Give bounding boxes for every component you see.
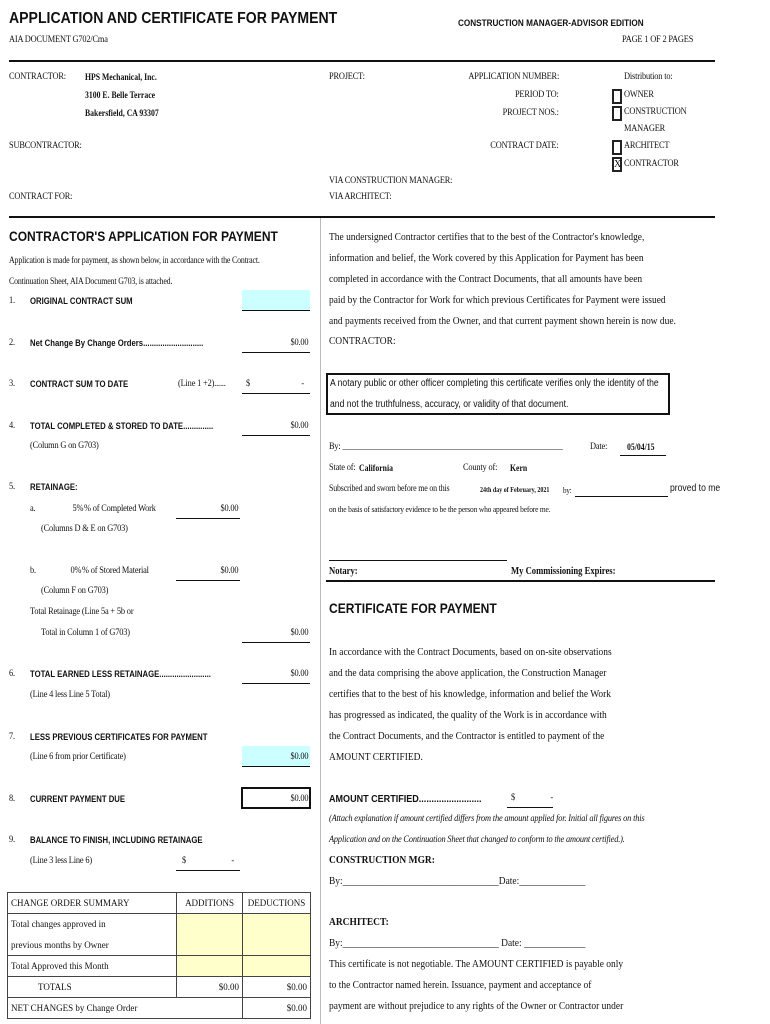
amount-certified-dollar: $ — [511, 793, 516, 803]
total-earned-value: $0.00 — [290, 669, 308, 679]
line-5-number: 5. — [9, 482, 15, 492]
application-number-label: APPLICATION NUMBER: — [468, 72, 559, 82]
co-totals-deductions: $0.00 — [243, 977, 311, 998]
line-8-number: 8. — [9, 794, 15, 804]
sworn-by-underline — [575, 496, 668, 497]
total-retainage-underline — [242, 642, 310, 643]
contractor-signature-label: CONTRACTOR: — [329, 335, 396, 347]
not-negotiable-line-1: This certificate is not negotiable. The AMOUNT CERTIFIED is payable only — [329, 958, 624, 970]
total-retainage-label-1: Total Retainage (Line 5a + 5b or — [30, 607, 134, 617]
not-negotiable-line-2: to the Contractor named herein. Issuance, payment and acceptance of — [329, 979, 592, 991]
county-value: Kern — [510, 463, 528, 473]
owner-checkbox[interactable] — [612, 89, 622, 104]
line-1-number: 1. — [9, 296, 15, 306]
previous-certificates-label: LESS PREVIOUS CERTIFICATES FOR PAYMENT — [30, 732, 208, 742]
retainage-completed-pct: 5% — [72, 504, 83, 514]
co-net-label: NET CHANGES by Change Order — [8, 998, 243, 1019]
cm-checkbox[interactable] — [612, 106, 622, 121]
architect-option: ARCHITECT — [624, 141, 670, 151]
table-row — [8, 893, 311, 914]
architect-by-line[interactable]: By:_________________________________ Date: _____________ — [329, 937, 586, 949]
co-prev-label-2: previous months by Owner — [8, 935, 177, 956]
co-net-value: $0.00 — [243, 998, 311, 1019]
not-negotiable-line-3: payment are without prejudice to any rights of the Owner or Contractor under — [329, 1000, 624, 1012]
certificate-rule — [326, 580, 715, 582]
contract-for-label: CONTRACT FOR: — [9, 192, 73, 202]
notary-notice-line-2: and not the truthfulness, accuracy, or validity of that document. — [330, 399, 569, 410]
balance-dollar: $ — [182, 856, 187, 866]
current-payment-value: $0.00 — [290, 794, 308, 804]
contractor-option: CONTRACTOR — [624, 159, 679, 169]
contractor-name: HPS Mechanical, Inc. — [85, 72, 157, 82]
balance-value: - — [231, 856, 234, 866]
previous-certificates-note: (Line 6 from prior Certificate) — [30, 752, 126, 762]
amount-certified-label: AMOUNT CERTIFIED......................... — [329, 793, 482, 805]
line-5a-underline — [176, 518, 240, 519]
retainage-completed-note: (Columns D & E on G703) — [41, 524, 128, 534]
co-totals-label: TOTALS — [8, 977, 177, 998]
certification-line-1: The undersigned Contractor certifies that to the best of the Contractor's knowledge, — [329, 231, 645, 243]
original-contract-sum-label: ORIGINAL CONTRACT SUM — [30, 296, 133, 306]
retainage-completed-value: $0.00 — [220, 504, 238, 514]
balance-to-finish-note: (Line 3 less Line 6) — [30, 856, 92, 866]
line-5a-letter: a. — [30, 504, 36, 514]
balance-to-finish-label: BALANCE TO FINISH, INCLUDING RETAINAGE — [30, 835, 203, 845]
line-3-number: 3. — [9, 379, 15, 389]
form-title: APPLICATION AND CERTIFICATE FOR PAYMENT — [9, 10, 338, 27]
subcontractor-label: SUBCONTRACTOR: — [9, 141, 82, 151]
line-9-underline — [176, 870, 240, 871]
attach-explanation-1: (Attach explanation if amount certified differs from the amount applied for. Initial all figures on this — [329, 814, 645, 824]
line-2-underline — [242, 352, 310, 353]
certificate-line-3: certifies that to the best of his knowledge, information and belief the Work — [329, 688, 611, 700]
distribution-label: Distribution to: — [624, 72, 673, 82]
commission-expires-label: My Commissioning Expires: — [511, 566, 616, 577]
project-nos-label: PROJECT NOS.: — [502, 108, 559, 118]
co-additions-header: ADDITIONS — [177, 893, 243, 914]
line-5b-underline — [176, 580, 240, 581]
column-divider — [320, 218, 321, 1024]
co-month-deductions[interactable] — [243, 956, 311, 977]
total-completed-label: TOTAL COMPLETED & STORED TO DATE.............. — [30, 421, 214, 431]
construction-manager-label: CONSTRUCTION MGR: — [329, 854, 435, 866]
application-heading: CONTRACTOR'S APPLICATION FOR PAYMENT — [9, 228, 278, 244]
change-order-table — [7, 892, 311, 1019]
application-intro-1: Application is made for payment, as shown below, in accordance with the Contract. — [9, 255, 260, 265]
notary-signature-line — [329, 560, 507, 561]
amount-certified-value: - — [550, 793, 553, 803]
project-label: PROJECT: — [329, 72, 365, 82]
total-earned-note: (Line 4 less Line 5 Total) — [30, 690, 110, 700]
owner-option: OWNER — [624, 90, 654, 100]
line-7-number: 7. — [9, 732, 15, 742]
table-row — [8, 956, 311, 977]
current-payment-label: CURRENT PAYMENT DUE — [30, 794, 126, 804]
via-cm-label: VIA CONSTRUCTION MANAGER: — [329, 176, 453, 186]
cm-option-line2: MANAGER — [624, 124, 666, 134]
co-month-label: Total Approved this Month — [8, 956, 177, 977]
contract-sum-value: - — [301, 379, 304, 389]
notary-notice-line-1: A notary public or other officer completing this certificate verifies only the identity of the — [330, 378, 659, 389]
construction-manager-by-line[interactable]: By:_________________________________Date:______________ — [329, 875, 586, 887]
header-rule — [9, 60, 715, 62]
contract-sum-note: (Line 1 +2)...... — [178, 379, 226, 389]
contract-sum-dollar: $ — [246, 379, 251, 389]
previous-certificates-value: $0.00 — [290, 752, 308, 762]
date-label: Date: — [590, 442, 608, 452]
co-title: CHANGE ORDER SUMMARY — [8, 893, 177, 914]
table-row — [8, 998, 311, 1019]
line-6-underline — [242, 683, 310, 684]
line-4-underline — [242, 435, 310, 436]
contractor-address-1: 3100 E. Belle Terrace — [85, 90, 156, 100]
total-completed-value: $0.00 — [290, 421, 308, 431]
architect-checkbox[interactable] — [612, 140, 622, 155]
edition-label: CONSTRUCTION MANAGER-ADVISOR EDITION — [458, 18, 644, 29]
page-count: PAGE 1 OF 2 PAGES — [622, 35, 694, 45]
retainage-stored-value: $0.00 — [220, 566, 238, 576]
sworn-date: 24th day of February, 2021 — [480, 486, 550, 494]
proved-text: proved to me — [670, 483, 721, 494]
line-2-number: 2. — [9, 338, 15, 348]
sworn-by-label: by: — [563, 486, 572, 495]
table-row — [8, 914, 311, 935]
line-7-underline — [242, 766, 310, 767]
co-prev-label-1: Total changes approved in — [8, 914, 177, 935]
contractor-checkbox[interactable]: X — [614, 159, 622, 170]
retainage-stored-label: % of Stored Material — [82, 566, 149, 576]
co-prev-additions[interactable] — [177, 914, 243, 956]
date-value: 05/04/15 — [627, 442, 655, 452]
certificate-line-5: the Contract Documents, and the Contractor is entitled to payment of the — [329, 730, 605, 742]
subscribed-text: Subscribed and sworn before me on this — [329, 483, 450, 493]
net-change-value: $0.00 — [290, 338, 308, 348]
certification-line-5: and payments received from the Owner, and that current payment shown herein is now due. — [329, 315, 676, 327]
certification-line-4: paid by the Contractor for Work for which previous Certificates for Payment were issued — [329, 294, 666, 306]
certification-line-2: information and belief, the Work covered by this Application for Payment has been — [329, 252, 644, 264]
co-deductions-header: DEDUCTIONS — [243, 893, 311, 914]
line-1-underline — [242, 310, 310, 311]
via-architect-label: VIA ARCHITECT: — [329, 192, 392, 202]
attach-explanation-2: Application and on the Continuation Sheet that changed to conform to the amount certified.). — [329, 835, 625, 845]
contract-sum-to-date-label: CONTRACT SUM TO DATE — [30, 379, 129, 389]
retainage-label: RETAINAGE: — [30, 482, 78, 492]
total-retainage-label-2: Total in Column 1 of G703) — [41, 628, 130, 638]
period-to-label: PERIOD TO: — [515, 90, 559, 100]
line-3-underline — [242, 393, 310, 394]
contractor-label: CONTRACTOR: — [9, 72, 66, 82]
contract-date-label: CONTRACT DATE: — [490, 141, 559, 151]
contractor-address-2: Bakersfield, CA 93307 — [85, 108, 159, 118]
retainage-stored-pct: 0% — [70, 566, 81, 576]
co-totals-additions: $0.00 — [177, 977, 243, 998]
certificate-line-1: In accordance with the Contract Documents, based on on-site observations — [329, 646, 612, 658]
satisfactory-evidence-text: on the basis of satisfactory evidence to be the person who appeared before me. — [329, 504, 551, 514]
line-4-number: 4. — [9, 421, 15, 431]
co-prev-deductions[interactable] — [243, 914, 311, 956]
retainage-completed-label: % of Completed Work — [84, 504, 156, 514]
notary-label: Notary: — [329, 566, 358, 577]
line-5b-letter: b. — [30, 566, 36, 576]
state-label: State of: — [329, 463, 356, 473]
net-change-label: Net Change By Change Orders............................ — [30, 338, 204, 348]
certification-line-3: completed in accordance with the Contract Documents, that all amounts have been — [329, 273, 643, 285]
line-9-number: 9. — [9, 835, 15, 845]
date-underline — [620, 455, 666, 456]
contractor-by-line[interactable]: By: _______________________________________________________ — [329, 442, 563, 452]
document-number: AIA DOCUMENT G702/Cma — [9, 35, 108, 45]
certificate-line-6: AMOUNT CERTIFIED. — [329, 751, 423, 763]
table-row — [8, 977, 311, 998]
total-completed-note: (Column G on G703) — [30, 441, 99, 451]
cm-option-line1: CONSTRUCTION — [624, 107, 687, 117]
total-retainage-value: $0.00 — [290, 628, 308, 638]
amount-certified-underline — [507, 807, 553, 808]
application-intro-2: Continuation Sheet, AIA Document G703, is attached. — [9, 276, 173, 286]
architect-label: ARCHITECT: — [329, 916, 389, 928]
certificate-heading: CERTIFICATE FOR PAYMENT — [329, 600, 497, 616]
co-month-additions[interactable] — [177, 956, 243, 977]
certificate-line-4: has progressed as indicated, the quality of the Work is in accordance with — [329, 709, 607, 721]
state-value: California — [359, 463, 393, 473]
retainage-stored-note: (Column F on G703) — [41, 586, 109, 596]
county-label: County of: — [463, 463, 498, 473]
parties-rule — [9, 216, 715, 218]
line-6-number: 6. — [9, 669, 15, 679]
original-contract-sum-field[interactable] — [242, 290, 310, 310]
certificate-line-2: and the data comprising the above application, the Construction Manager — [329, 667, 607, 679]
total-earned-label: TOTAL EARNED LESS RETAINAGE........................ — [30, 669, 211, 679]
